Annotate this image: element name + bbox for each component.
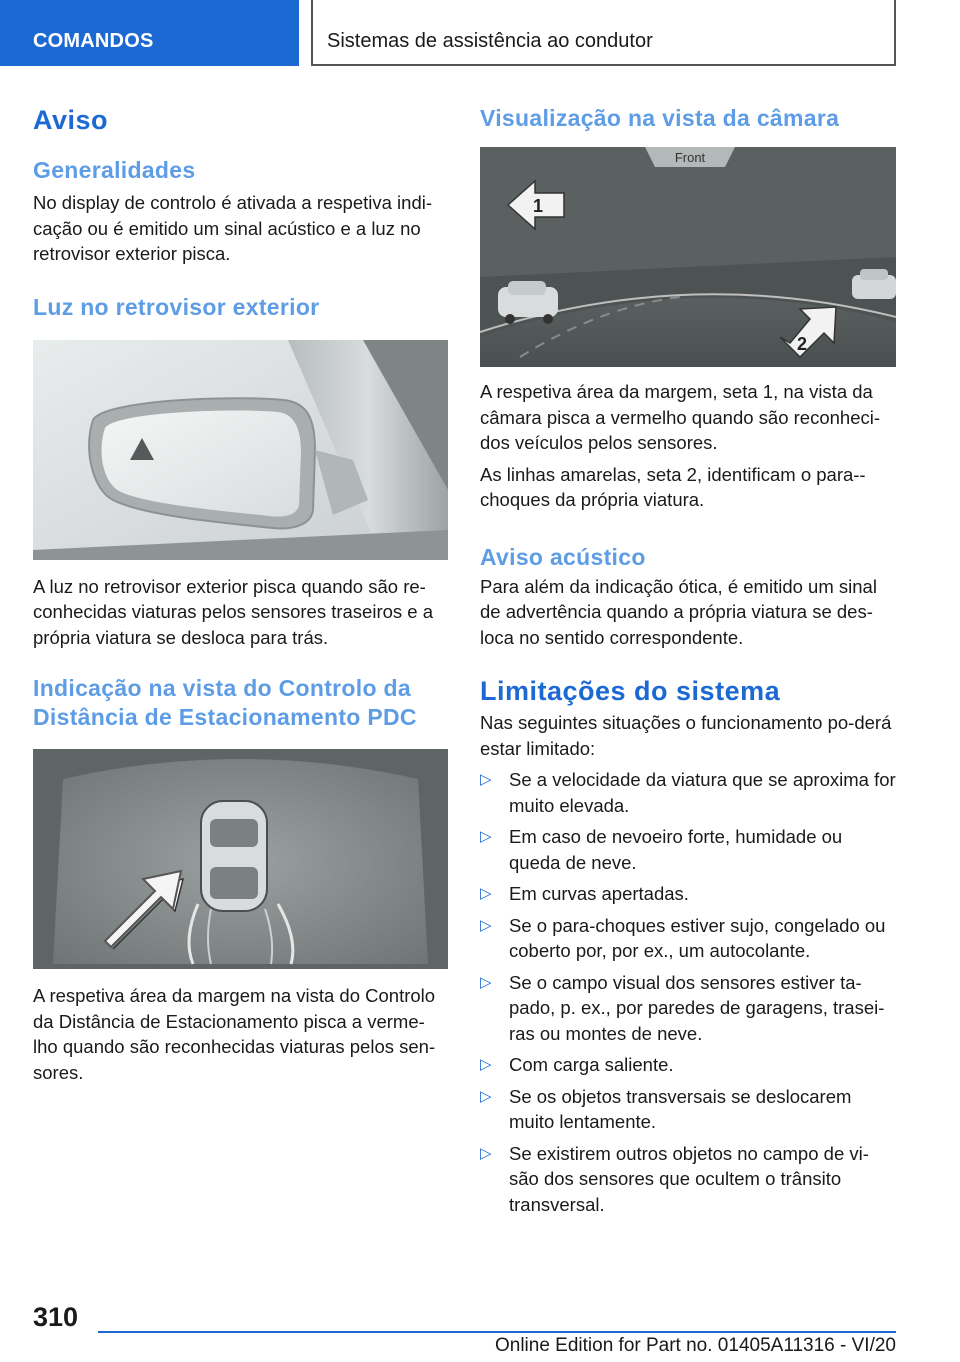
bullet-arrow-icon: ▷ bbox=[480, 771, 492, 788]
list-item: ▷ Se a velocidade da viatura que se aproxima for muito elevada. bbox=[480, 769, 896, 816]
left-column bbox=[33, 100, 448, 1085]
limits-heading: Limitações do sistema bbox=[480, 676, 781, 706]
mirror-text: A luz no retrovisor exterior pisca quando são re-conhecidas viaturas pelos sensores traseiros e a própria viatura se desloca para trás. bbox=[33, 575, 434, 648]
limits-intro: Nas seguintes situações o funcionamento po-derá estar limitado: bbox=[480, 712, 892, 759]
list-item: ▷ Se os objetos transversais se deslocarem muito lentamente. bbox=[480, 1085, 852, 1132]
page-number: 310 bbox=[33, 1302, 79, 1332]
header-section-tab bbox=[0, 0, 299, 66]
camera-illustration bbox=[480, 147, 896, 367]
camera-arrow1-label: 1 bbox=[532, 196, 544, 216]
acoustic-text: Para além da indicação ótica, é emitido um sinal de advertência quando a própria viatura se des-loca no sentido correspondente. bbox=[480, 575, 877, 648]
generalidades-text: No display de controlo é ativada a respetiva indi-cação ou é emitido um sinal acústico e a luz no retrovisor exterior pisca. bbox=[33, 192, 433, 264]
camera-text-1: A respetiva área da margem, seta 1, na vista da câmara pisca a vermelho quando são reconheci-dos veículos pelos sensores. bbox=[480, 381, 881, 453]
header-chapter-label: Sistemas de assistência ao condutor bbox=[327, 30, 653, 52]
footer-edition: Online Edition for Part no. 01405A11316 - VI/20 bbox=[494, 1335, 896, 1356]
pdc-illustration bbox=[33, 749, 448, 969]
aviso-heading: Aviso bbox=[33, 105, 109, 135]
camera-figure bbox=[480, 147, 896, 367]
mirror-figure bbox=[33, 340, 448, 560]
bullet-arrow-icon: ▷ bbox=[480, 1056, 492, 1073]
bullet-arrow-icon: ▷ bbox=[480, 916, 492, 934]
list-item: ▷ Se o para-choques estiver sujo, congelado ou coberto por, por ex., um autocolante. bbox=[480, 914, 886, 961]
limits-list bbox=[480, 767, 896, 1217]
generalidades-heading: Generalidades bbox=[33, 157, 196, 183]
camera-heading: Visualização na vista da câmara bbox=[480, 105, 840, 131]
mirror-illustration bbox=[33, 340, 448, 560]
bullet-arrow-icon: ▷ bbox=[480, 1087, 492, 1105]
list-item: ▷ Se o campo visual dos sensores estiver ta-pado, p. ex., por paredes de garagens, trasei-ras ou montes de neve. bbox=[480, 971, 885, 1044]
bullet-arrow-icon: ▷ bbox=[480, 828, 492, 845]
pdc-text: A respetiva área da margem na vista do Controlo da Distância de Estacionamento pisca a verme-lho quando são reconhecidas viaturas pelos sen-sores. bbox=[33, 985, 436, 1083]
list-item: ▷ Com carga saliente. bbox=[480, 1052, 896, 1078]
camera-text-2: As linhas amarelas, seta 2, identificam o para--choques da própria viatura. bbox=[480, 463, 866, 510]
acoustic-heading: Aviso acústico bbox=[480, 543, 646, 570]
pdc-heading: Indicação na vista do Controlo da Distância de Estacionamento PDC bbox=[33, 675, 417, 730]
camera-arrow2-label: 2 bbox=[796, 334, 808, 354]
right-column bbox=[480, 100, 896, 1223]
bullet-arrow-icon: ▷ bbox=[480, 973, 492, 991]
list-item: ▷ Em curvas apertadas. bbox=[480, 881, 896, 907]
footer-rule bbox=[98, 1331, 896, 1333]
mirror-heading: Luz no retrovisor exterior bbox=[33, 293, 320, 320]
bullet-arrow-icon: ▷ bbox=[480, 1144, 492, 1162]
header-section-label: COMANDOS bbox=[33, 30, 154, 52]
list-item: ▷ Se existirem outros objetos no campo de vi-são dos sensores que ocultem o trânsito transversal. bbox=[480, 1142, 869, 1215]
bullet-arrow-icon: ▷ bbox=[480, 885, 492, 902]
camera-front-label: Front bbox=[674, 150, 706, 165]
header-chapter-box bbox=[311, 0, 896, 66]
list-item: ▷ Em caso de nevoeiro forte, humidade ou queda de neve. bbox=[480, 826, 843, 873]
pdc-figure bbox=[33, 749, 448, 969]
